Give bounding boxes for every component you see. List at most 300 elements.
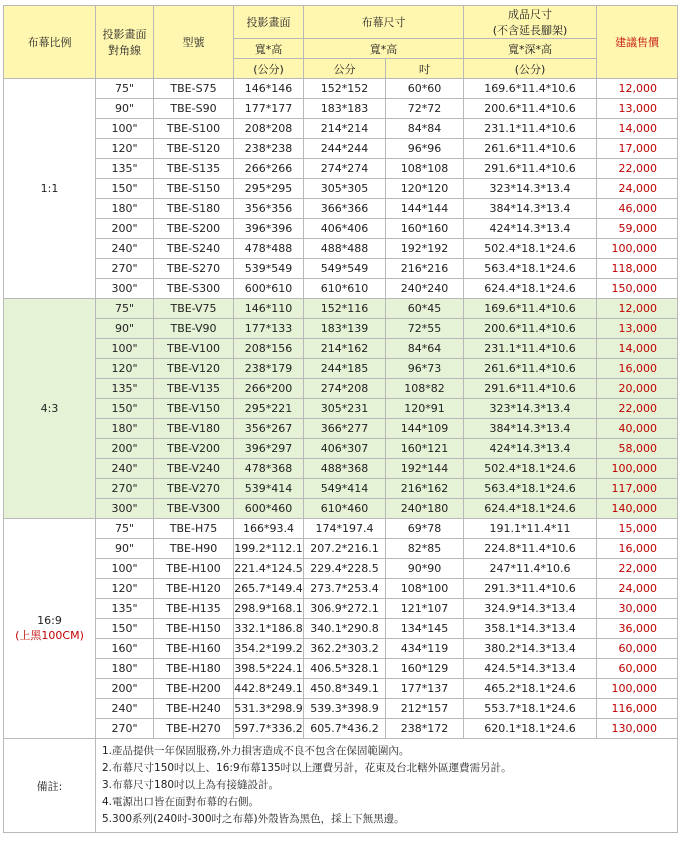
price-cell: 140,000 [597, 499, 678, 519]
product-size-cell: 620.1*18.1*24.6 [464, 719, 597, 739]
spec-sheet [3, 5, 678, 833]
price-cell: 22,000 [597, 559, 678, 579]
projection-size-cell: 396*396 [234, 219, 304, 239]
product-size-cell: 261.6*11.4*10.6 [464, 359, 597, 379]
diagonal-cell: 90" [96, 539, 154, 559]
screen-size-inch-cell: 177*137 [386, 679, 464, 699]
table-row [4, 299, 678, 319]
model-cell: TBE-H200 [154, 679, 234, 699]
diagonal-cell: 180" [96, 659, 154, 679]
projection-size-cell: 266*200 [234, 379, 304, 399]
screen-size-inch-cell: 192*192 [386, 239, 464, 259]
screen-size-cm-cell: 214*162 [304, 339, 386, 359]
model-cell: TBE-S300 [154, 279, 234, 299]
screen-size-cm-cell: 306.9*272.1 [304, 599, 386, 619]
header-product-wdh: 寬*深*高 [464, 39, 597, 59]
diagonal-cell: 300" [96, 499, 154, 519]
model-cell: TBE-V100 [154, 339, 234, 359]
diagonal-cell: 120" [96, 579, 154, 599]
screen-size-inch-cell: 134*145 [386, 619, 464, 639]
table-row [4, 619, 678, 639]
price-cell: 14,000 [597, 339, 678, 359]
model-cell: TBE-V135 [154, 379, 234, 399]
diagonal-cell: 240" [96, 239, 154, 259]
header-product-size-line1: 成品尺寸 [508, 8, 552, 21]
diagonal-cell: 200" [96, 219, 154, 239]
model-cell: TBE-V120 [154, 359, 234, 379]
screen-size-inch-cell: 160*160 [386, 219, 464, 239]
diagonal-cell: 135" [96, 599, 154, 619]
product-size-cell: 231.1*11.4*10.6 [464, 339, 597, 359]
price-cell: 17,000 [597, 139, 678, 159]
screen-size-inch-cell: 96*73 [386, 359, 464, 379]
diagonal-cell: 270" [96, 479, 154, 499]
projection-size-cell: 295*221 [234, 399, 304, 419]
projection-size-cell: 396*297 [234, 439, 304, 459]
projection-size-cell: 356*356 [234, 199, 304, 219]
projection-size-cell: 354.2*199.2 [234, 639, 304, 659]
table-row [4, 459, 678, 479]
diagonal-cell: 150" [96, 619, 154, 639]
table-row [4, 139, 678, 159]
notes-label: 備註: [4, 739, 96, 833]
table-row [4, 219, 678, 239]
screen-size-inch-cell: 240*180 [386, 499, 464, 519]
table-row [4, 399, 678, 419]
price-cell: 14,000 [597, 119, 678, 139]
diagonal-cell: 240" [96, 459, 154, 479]
model-cell: TBE-S270 [154, 259, 234, 279]
product-size-cell: 291.6*11.4*10.6 [464, 379, 597, 399]
product-size-cell: 323*14.3*13.4 [464, 179, 597, 199]
price-cell: 13,000 [597, 319, 678, 339]
product-size-cell: 247*11.4*10.6 [464, 559, 597, 579]
screen-size-inch-cell: 160*121 [386, 439, 464, 459]
product-size-cell: 261.6*11.4*10.6 [464, 139, 597, 159]
product-size-cell: 231.1*11.4*10.6 [464, 119, 597, 139]
table-row [4, 199, 678, 219]
diagonal-cell: 240" [96, 699, 154, 719]
header-screen-unit-cm: 公分 [304, 59, 386, 79]
screen-size-cm-cell: 152*152 [304, 79, 386, 99]
projection-size-cell: 166*93.4 [234, 519, 304, 539]
model-cell: TBE-S150 [154, 179, 234, 199]
screen-size-cm-cell: 274*274 [304, 159, 386, 179]
price-cell: 20,000 [597, 379, 678, 399]
model-cell: TBE-H100 [154, 559, 234, 579]
diagonal-cell: 75" [96, 79, 154, 99]
product-size-cell: 424*14.3*13.4 [464, 439, 597, 459]
header-projection-area: 投影畫面 [234, 6, 304, 39]
screen-size-inch-cell: 121*107 [386, 599, 464, 619]
header-row-1 [4, 6, 678, 39]
projection-size-cell: 238*179 [234, 359, 304, 379]
price-cell: 60,000 [597, 639, 678, 659]
model-cell: TBE-S180 [154, 199, 234, 219]
projection-size-cell: 295*295 [234, 179, 304, 199]
screen-size-inch-cell: 84*64 [386, 339, 464, 359]
model-cell: TBE-V240 [154, 459, 234, 479]
screen-size-cm-cell: 340.1*290.8 [304, 619, 386, 639]
ratio-sublabel: (上黑100CM) [15, 629, 84, 642]
projection-size-cell: 146*146 [234, 79, 304, 99]
screen-size-cm-cell: 549*414 [304, 479, 386, 499]
model-cell: TBE-H135 [154, 599, 234, 619]
ratio-cell [4, 519, 96, 739]
header-screen-unit-inch: 吋 [386, 59, 464, 79]
header-model: 型號 [154, 6, 234, 79]
price-cell: 40,000 [597, 419, 678, 439]
table-row [4, 719, 678, 739]
projection-size-cell: 356*267 [234, 419, 304, 439]
price-cell: 22,000 [597, 399, 678, 419]
projection-size-cell: 597.7*336.2 [234, 719, 304, 739]
table-row [4, 539, 678, 559]
header-proj-wh: 寬*高 [234, 39, 304, 59]
table-row [4, 679, 678, 699]
diagonal-cell: 75" [96, 519, 154, 539]
screen-size-cm-cell: 539.3*398.9 [304, 699, 386, 719]
product-size-cell: 502.4*18.1*24.6 [464, 459, 597, 479]
screen-size-inch-cell: 144*144 [386, 199, 464, 219]
screen-size-inch-cell: 96*96 [386, 139, 464, 159]
header-diagonal [96, 6, 154, 79]
projection-size-cell: 531.3*298.9 [234, 699, 304, 719]
screen-size-inch-cell: 144*109 [386, 419, 464, 439]
table-row [4, 499, 678, 519]
product-size-cell: 200.6*11.4*10.6 [464, 319, 597, 339]
table-row [4, 439, 678, 459]
price-cell: 15,000 [597, 519, 678, 539]
ratio-label: 16:9 [37, 614, 62, 627]
screen-size-cm-cell: 244*244 [304, 139, 386, 159]
screen-size-inch-cell: 108*100 [386, 579, 464, 599]
projection-size-cell: 478*488 [234, 239, 304, 259]
diagonal-cell: 135" [96, 159, 154, 179]
diagonal-cell: 200" [96, 679, 154, 699]
diagonal-cell: 180" [96, 419, 154, 439]
diagonal-cell: 100" [96, 559, 154, 579]
screen-size-cm-cell: 366*277 [304, 419, 386, 439]
product-size-cell: 323*14.3*13.4 [464, 399, 597, 419]
screen-size-cm-cell: 183*183 [304, 99, 386, 119]
table-row [4, 699, 678, 719]
notes-section [4, 739, 678, 833]
projection-size-cell: 177*133 [234, 319, 304, 339]
model-cell: TBE-V150 [154, 399, 234, 419]
product-size-cell: 169.6*11.4*10.6 [464, 79, 597, 99]
model-cell: TBE-H150 [154, 619, 234, 639]
screen-size-cm-cell: 605.7*436.2 [304, 719, 386, 739]
table-row [4, 579, 678, 599]
diagonal-cell: 200" [96, 439, 154, 459]
model-cell: TBE-V200 [154, 439, 234, 459]
diagonal-cell: 100" [96, 339, 154, 359]
screen-size-inch-cell: 90*90 [386, 559, 464, 579]
screen-size-inch-cell: 82*85 [386, 539, 464, 559]
price-cell: 118,000 [597, 259, 678, 279]
product-size-cell: 384*14.3*13.4 [464, 199, 597, 219]
diagonal-cell: 75" [96, 299, 154, 319]
product-size-cell: 384*14.3*13.4 [464, 419, 597, 439]
model-cell: TBE-S240 [154, 239, 234, 259]
product-size-cell: 563.4*18.1*24.6 [464, 259, 597, 279]
table-row [4, 559, 678, 579]
note-line-1: 1.產品提供一年保固服務,外力損害造成不良不包含在保固範圍內。 [102, 745, 410, 757]
header-product-size [464, 6, 597, 39]
price-cell: 13,000 [597, 99, 678, 119]
screen-size-cm-cell: 207.2*216.1 [304, 539, 386, 559]
product-size-cell: 563.4*18.1*24.6 [464, 479, 597, 499]
projection-size-cell: 238*238 [234, 139, 304, 159]
ratio-label: 4:3 [40, 402, 59, 415]
header-diagonal-line1: 投影畫面 [102, 28, 147, 41]
model-cell: TBE-S100 [154, 119, 234, 139]
screen-size-cm-cell: 305*231 [304, 399, 386, 419]
product-size-cell: 624.4*18.1*24.6 [464, 499, 597, 519]
table-row [4, 259, 678, 279]
table-row [4, 159, 678, 179]
screen-size-inch-cell: 72*55 [386, 319, 464, 339]
screen-size-inch-cell: 120*91 [386, 399, 464, 419]
screen-size-cm-cell: 450.8*349.1 [304, 679, 386, 699]
screen-size-inch-cell: 238*172 [386, 719, 464, 739]
screen-size-cm-cell: 152*116 [304, 299, 386, 319]
product-size-cell: 424.5*14.3*13.4 [464, 659, 597, 679]
header-product-size-line2: (不含延長腳架) [492, 24, 568, 37]
screen-size-cm-cell: 174*197.4 [304, 519, 386, 539]
price-cell: 12,000 [597, 79, 678, 99]
table-row [4, 419, 678, 439]
table-row [4, 279, 678, 299]
projection-size-cell: 332.1*186.8 [234, 619, 304, 639]
screen-size-inch-cell: 108*82 [386, 379, 464, 399]
screen-size-cm-cell: 406.5*328.1 [304, 659, 386, 679]
screen-size-inch-cell: 212*157 [386, 699, 464, 719]
header-ratio: 布幕比例 [4, 6, 96, 79]
screen-size-cm-cell: 273.7*253.4 [304, 579, 386, 599]
product-size-cell: 424*14.3*13.4 [464, 219, 597, 239]
table-row [4, 99, 678, 119]
diagonal-cell: 90" [96, 319, 154, 339]
product-size-cell: 553.7*18.1*24.6 [464, 699, 597, 719]
price-cell: 24,000 [597, 579, 678, 599]
price-cell: 60,000 [597, 659, 678, 679]
model-cell: TBE-H240 [154, 699, 234, 719]
model-cell: TBE-H90 [154, 539, 234, 559]
price-cell: 36,000 [597, 619, 678, 639]
product-size-cell: 465.2*18.1*24.6 [464, 679, 597, 699]
screen-size-cm-cell: 406*307 [304, 439, 386, 459]
screen-size-cm-cell: 362.2*303.2 [304, 639, 386, 659]
diagonal-cell: 135" [96, 379, 154, 399]
projection-size-cell: 600*460 [234, 499, 304, 519]
note-line-5: 5.300系列(240吋-300吋之布幕)外殼皆為黑色，採上下無黑邊。 [102, 813, 405, 825]
projection-size-cell: 600*610 [234, 279, 304, 299]
ratio-label: 1:1 [40, 182, 59, 195]
price-cell: 59,000 [597, 219, 678, 239]
product-size-cell: 291.3*11.4*10.6 [464, 579, 597, 599]
model-cell: TBE-S135 [154, 159, 234, 179]
screen-size-inch-cell: 60*60 [386, 79, 464, 99]
screen-size-inch-cell: 216*162 [386, 479, 464, 499]
screen-size-cm-cell: 610*610 [304, 279, 386, 299]
projection-size-cell: 398.5*224.1 [234, 659, 304, 679]
table-row [4, 319, 678, 339]
table-row [4, 479, 678, 499]
table-row [4, 379, 678, 399]
header-diagonal-line2: 對角線 [108, 44, 141, 57]
model-cell: TBE-V90 [154, 319, 234, 339]
product-size-cell: 191.1*11.4*11 [464, 519, 597, 539]
screen-size-cm-cell: 610*460 [304, 499, 386, 519]
ratio-cell [4, 79, 96, 299]
table-row [4, 659, 678, 679]
header-proj-unit: (公分) [234, 59, 304, 79]
screen-size-cm-cell: 274*208 [304, 379, 386, 399]
price-cell: 12,000 [597, 299, 678, 319]
diagonal-cell: 120" [96, 139, 154, 159]
product-size-cell: 224.8*11.4*10.6 [464, 539, 597, 559]
table-row [4, 519, 678, 539]
screen-size-cm-cell: 229.4*228.5 [304, 559, 386, 579]
diagonal-cell: 160" [96, 639, 154, 659]
product-size-cell: 169.6*11.4*10.6 [464, 299, 597, 319]
note-line-3: 3.布幕尺寸180吋以上為有接縫設計。 [102, 779, 280, 791]
diagonal-cell: 300" [96, 279, 154, 299]
header-price: 建議售價 [597, 6, 678, 79]
screen-size-cm-cell: 244*185 [304, 359, 386, 379]
screen-size-inch-cell: 84*84 [386, 119, 464, 139]
model-cell: TBE-S200 [154, 219, 234, 239]
screen-size-cm-cell: 488*488 [304, 239, 386, 259]
screen-size-cm-cell: 366*366 [304, 199, 386, 219]
header-screen-size: 布幕尺寸 [304, 6, 464, 39]
screen-size-inch-cell: 434*119 [386, 639, 464, 659]
note-line-2: 2.布幕尺寸150吋以上、16:9布幕135吋以上運費另計，花東及台北轄外區運費需另計。 [102, 762, 512, 774]
diagonal-cell: 270" [96, 719, 154, 739]
table-row [4, 239, 678, 259]
header-screen-wh: 寬*高 [304, 39, 464, 59]
model-cell: TBE-H75 [154, 519, 234, 539]
screen-size-inch-cell: 72*72 [386, 99, 464, 119]
model-cell: TBE-V300 [154, 499, 234, 519]
projection-size-cell: 539*549 [234, 259, 304, 279]
diagonal-cell: 150" [96, 179, 154, 199]
product-size-cell: 380.2*14.3*13.4 [464, 639, 597, 659]
price-cell: 22,000 [597, 159, 678, 179]
table-row [4, 599, 678, 619]
product-size-cell: 324.9*14.3*13.4 [464, 599, 597, 619]
model-cell: TBE-S120 [154, 139, 234, 159]
price-cell: 16,000 [597, 539, 678, 559]
model-cell: TBE-V270 [154, 479, 234, 499]
projection-size-cell: 442.8*249.1 [234, 679, 304, 699]
projection-size-cell: 208*156 [234, 339, 304, 359]
price-cell: 30,000 [597, 599, 678, 619]
projection-size-cell: 146*110 [234, 299, 304, 319]
table-row [4, 79, 678, 99]
projection-size-cell: 478*368 [234, 459, 304, 479]
projection-size-cell: 539*414 [234, 479, 304, 499]
table-body [4, 79, 678, 739]
price-cell: 117,000 [597, 479, 678, 499]
diagonal-cell: 150" [96, 399, 154, 419]
projection-size-cell: 265.7*149.4 [234, 579, 304, 599]
note-line-4: 4.電源出口皆在面對布幕的右側。 [102, 796, 260, 808]
price-cell: 150,000 [597, 279, 678, 299]
table-row [4, 359, 678, 379]
product-size-cell: 291.6*11.4*10.6 [464, 159, 597, 179]
diagonal-cell: 180" [96, 199, 154, 219]
price-cell: 100,000 [597, 459, 678, 479]
screen-size-cm-cell: 183*139 [304, 319, 386, 339]
screen-spec-table [3, 5, 678, 833]
model-cell: TBE-S75 [154, 79, 234, 99]
projection-size-cell: 298.9*168.1 [234, 599, 304, 619]
table-row [4, 119, 678, 139]
notes-row [4, 739, 678, 833]
screen-size-inch-cell: 69*78 [386, 519, 464, 539]
projection-size-cell: 221.4*124.5 [234, 559, 304, 579]
screen-size-inch-cell: 192*144 [386, 459, 464, 479]
model-cell: TBE-H120 [154, 579, 234, 599]
ratio-cell [4, 299, 96, 519]
screen-size-inch-cell: 108*108 [386, 159, 464, 179]
diagonal-cell: 100" [96, 119, 154, 139]
model-cell: TBE-S90 [154, 99, 234, 119]
projection-size-cell: 177*177 [234, 99, 304, 119]
header-product-unit: (公分) [464, 59, 597, 79]
model-cell: TBE-H270 [154, 719, 234, 739]
product-size-cell: 624.4*18.1*24.6 [464, 279, 597, 299]
price-cell: 46,000 [597, 199, 678, 219]
diagonal-cell: 90" [96, 99, 154, 119]
model-cell: TBE-H180 [154, 659, 234, 679]
product-size-cell: 200.6*11.4*10.6 [464, 99, 597, 119]
screen-size-cm-cell: 214*214 [304, 119, 386, 139]
screen-size-inch-cell: 60*45 [386, 299, 464, 319]
screen-size-inch-cell: 240*240 [386, 279, 464, 299]
screen-size-cm-cell: 488*368 [304, 459, 386, 479]
table-row [4, 639, 678, 659]
table-row [4, 339, 678, 359]
product-size-cell: 358.1*14.3*13.4 [464, 619, 597, 639]
diagonal-cell: 270" [96, 259, 154, 279]
price-cell: 58,000 [597, 439, 678, 459]
model-cell: TBE-H160 [154, 639, 234, 659]
model-cell: TBE-V75 [154, 299, 234, 319]
price-cell: 130,000 [597, 719, 678, 739]
price-cell: 16,000 [597, 359, 678, 379]
price-cell: 100,000 [597, 679, 678, 699]
screen-size-cm-cell: 305*305 [304, 179, 386, 199]
product-size-cell: 502.4*18.1*24.6 [464, 239, 597, 259]
notes-content [96, 739, 678, 833]
table-row [4, 179, 678, 199]
screen-size-inch-cell: 120*120 [386, 179, 464, 199]
screen-size-inch-cell: 160*129 [386, 659, 464, 679]
screen-size-cm-cell: 549*549 [304, 259, 386, 279]
screen-size-cm-cell: 406*406 [304, 219, 386, 239]
price-cell: 24,000 [597, 179, 678, 199]
projection-size-cell: 208*208 [234, 119, 304, 139]
projection-size-cell: 266*266 [234, 159, 304, 179]
projection-size-cell: 199.2*112.1 [234, 539, 304, 559]
price-cell: 116,000 [597, 699, 678, 719]
model-cell: TBE-V180 [154, 419, 234, 439]
screen-size-inch-cell: 216*216 [386, 259, 464, 279]
